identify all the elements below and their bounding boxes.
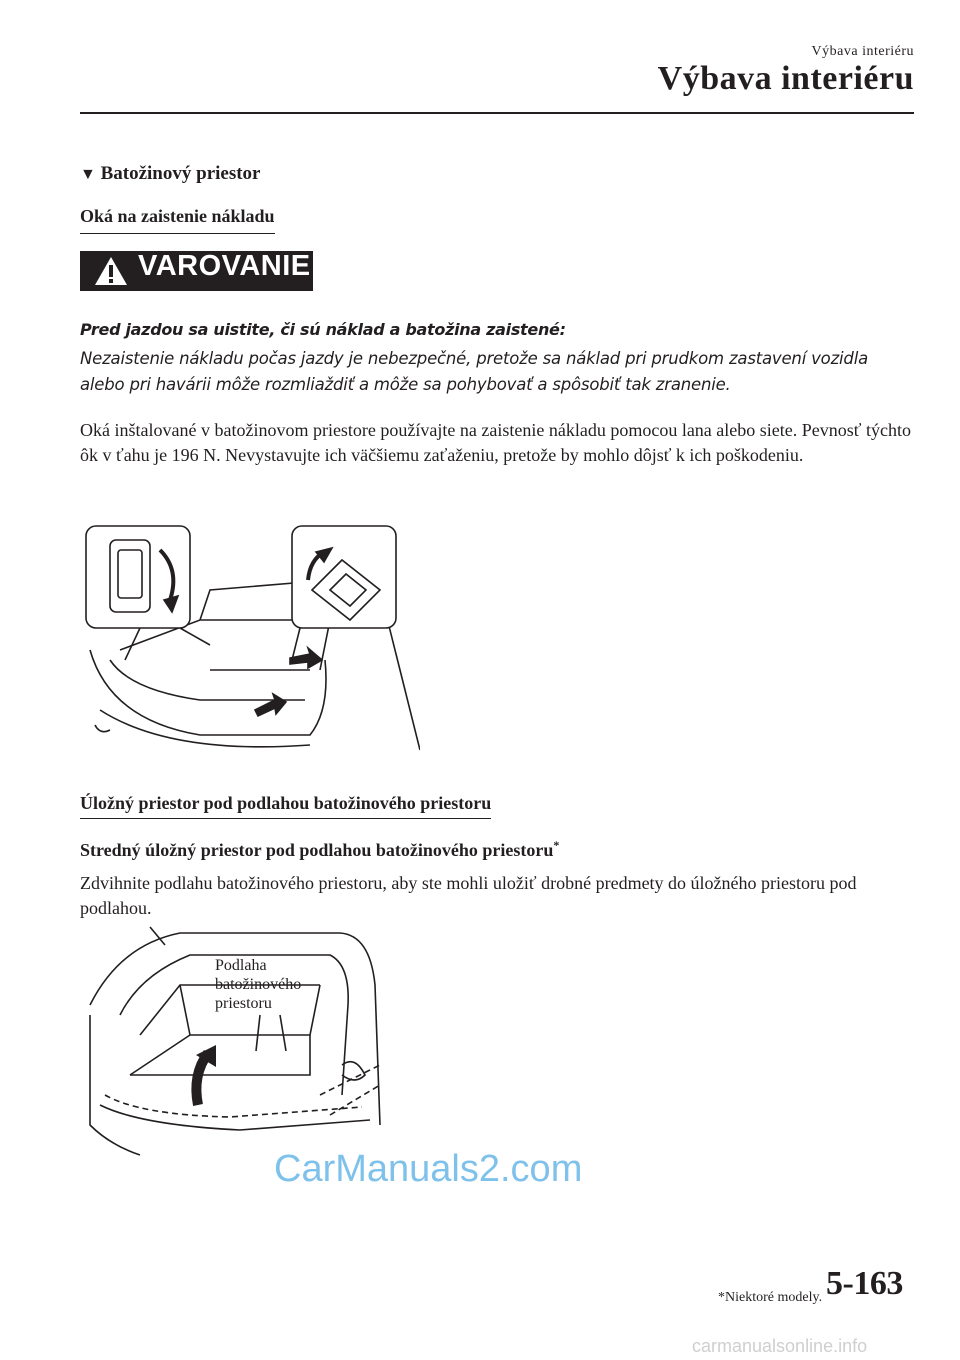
running-header-small: Výbava interiéru xyxy=(811,44,914,59)
luggage-floor-label xyxy=(215,956,301,1013)
page-number: 5-163 xyxy=(826,1265,903,1302)
warning-label: VAROVANIE xyxy=(138,250,311,282)
footnote-mark: * xyxy=(553,838,560,852)
cargo-hooks-illustration xyxy=(80,520,420,760)
warning-bold-text: Pred jazdou sa uistite, či sú náklad a batožina zaistené: xyxy=(80,320,566,339)
footnote: *Niektoré modely. xyxy=(718,1290,823,1305)
label-line-1: Podlaha xyxy=(215,957,267,974)
subsection-title-cargo-hooks: Oká na zaistenie nákladu xyxy=(80,206,275,234)
label-line-2: batožinového xyxy=(215,976,302,993)
label-line-3: priestoru xyxy=(215,995,272,1012)
cargo-hooks-paragraph: Oká inštalované v batožinovom priestore používajte na zaistenie nákladu pomocou lana alebo siete. Pevnosť týchto ôk v ťahu je 196 N. Nevystavujte ich väčšiemu zaťaženiu, pretože by mohlo dôjsť k ich poškodeniu. xyxy=(80,420,911,465)
header-rule xyxy=(80,112,914,114)
section-heading-text: Batožinový priestor xyxy=(100,163,261,184)
warning-body-text: Nezaistenie nákladu počas jazdy je nebezpečné, pretože sa náklad pri prudkom zastavení vozidla alebo pri havárii môže rozmliaždiť a môže sa pohybovať a spôsobiť tak zranenie. xyxy=(80,349,868,394)
watermark-center: CarManuals2.com xyxy=(274,1148,583,1190)
subsection-title-underfloor-storage: Úložný priestor pod podlahou batožinového priestoru xyxy=(80,793,491,819)
running-header-title: Výbava interiéru xyxy=(657,60,914,97)
triangle-down-icon: ▼ xyxy=(80,166,96,183)
subsection-subtitle-center-storage xyxy=(80,838,559,861)
underfloor-storage-paragraph: Zdvihnite podlahu batožinového priestoru, aby ste mohli uložiť drobné predmety do úložného priestoru pod podlahou. xyxy=(80,873,857,918)
section-heading xyxy=(80,163,261,185)
warning-triangle-icon xyxy=(94,256,128,286)
subtitle-text: Stredný úložný priestor pod podlahou batožinového priestoru xyxy=(80,840,554,860)
watermark-corner: carmanualsonline.info xyxy=(692,1336,868,1356)
